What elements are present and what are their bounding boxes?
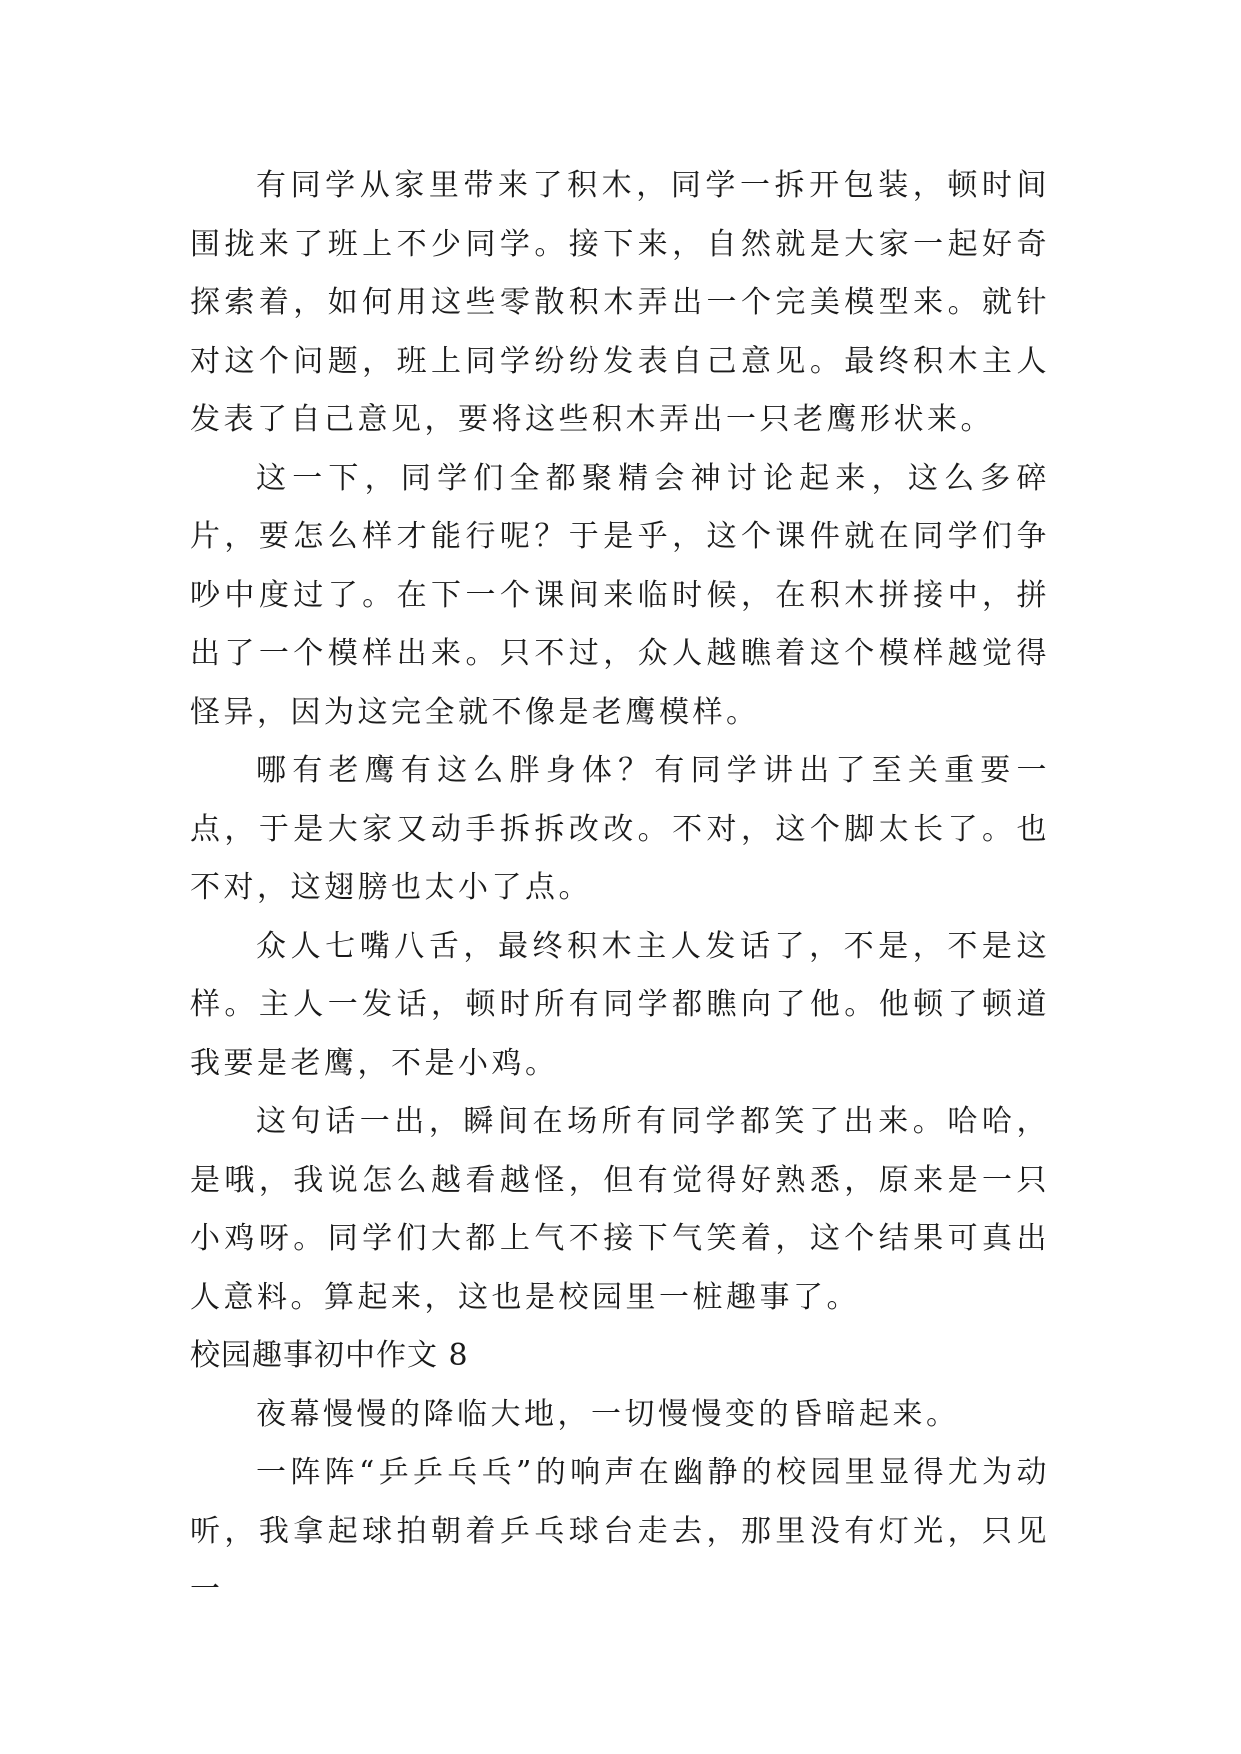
document-body bbox=[190, 157, 1050, 1620]
paragraph-discussion: 这一下，同学们全都聚精会神讨论起来，这么多碎片，要怎么样才能行呢？于是乎，这个课件就在同学们争吵中度过了。在下一个课间来临时候，在积木拼接中，拼出了一个模样出来。只不过，众人越瞧着这个模样越觉得怪异，因为这完全就不像是老鹰模样。 bbox=[190, 460, 1050, 730]
paragraph-ping-pong: 一阵阵“乒乒乓乓”的响声在幽静的校园里显得尤为动听，我拿起球拍朝着乒乓球台走去，那里没有灯光，只见一 bbox=[190, 1455, 1050, 1607]
paragraph-laughter: 这句话一出，瞬间在场所有同学都笑了出来。哈哈，是哦，我说怎么越看越怪，但有觉得好熟悉，原来是一只小鸡呀。同学们大都上气不接下气笑着，这个结果可真出人意料。算起来，这也是校园里一桩趣事了。 bbox=[190, 1104, 1050, 1315]
paragraph-night-falls: 夜幕慢慢的降临大地，一切慢慢变的昏暗起来。 bbox=[256, 1396, 960, 1432]
section-heading: 校园趣事初中作文 8 bbox=[190, 1338, 469, 1373]
paragraph-owner-speaks: 众人七嘴八舌，最终积木主人发话了，不是，不是这样。主人一发话，顿时所有同学都瞧向了他。他顿了顿道我要是老鹰，不是小鸡。 bbox=[190, 928, 1050, 1081]
paragraph-building-blocks: 有同学从家里带来了积木，同学一拆开包装，顿时间围拢来了班上不少同学。接下来，自然就是大家一起好奇探索着，如何用这些零散积木弄出一个完美模型来。就针对这个问题，班上同学纷纷发表自己意见。最终积木主人发表了自己意见，要将这些积木弄出一只老鹰形状来。 bbox=[190, 168, 1050, 437]
paragraph-fat-eagle: 哪有老鹰有这么胖身体？有同学讲出了至关重要一点，于是大家又动手拆拆改改。不对，这个脚太长了。也不对，这翅膀也太小了点。 bbox=[190, 753, 1050, 905]
